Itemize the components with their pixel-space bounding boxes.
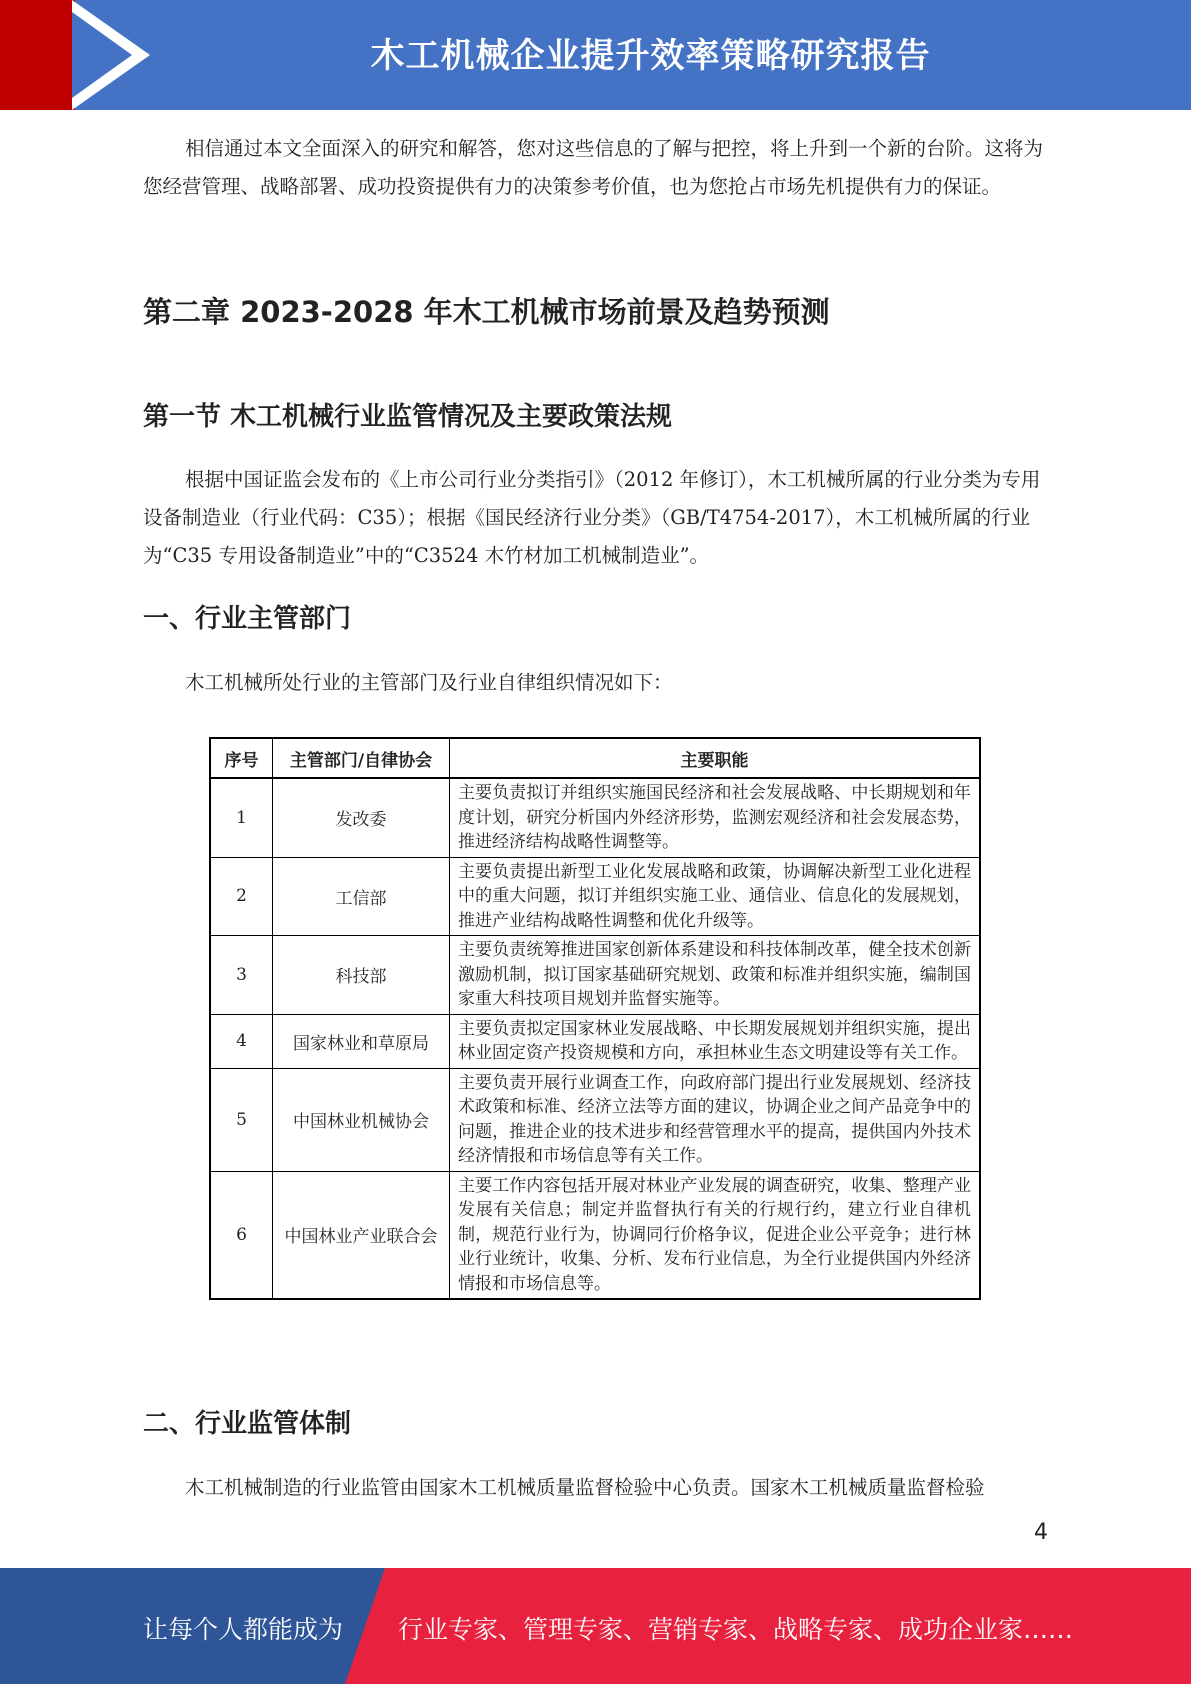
subsection-title-departments: 一、行业主管部门 [143,604,352,634]
page-footer [0,1568,1191,1684]
table-header-duties: 主要职能 [450,738,981,778]
row-number: 3 [210,936,273,1015]
row-department: 工信部 [273,857,450,936]
row-department: 发改委 [273,778,450,857]
row-number: 4 [210,1014,273,1068]
table-row [210,1171,980,1299]
header-blue-chevron-inner [72,12,132,98]
row-duty: 主要工作内容包括开展对林业产业发展的调查研究，收集、整理产业发展有关信息；制定并监督执行有关的行规行约，建立行业自律机制，规范行业行为，协调同行价格争议，促进企业公平竞争；进行林业行业统计，收集、分析、发布行业信息，为全行业提供国内外经济情报和市场信息等。 [450,1171,981,1299]
row-number: 5 [210,1068,273,1171]
row-duty: 主要负责统筹推进国家创新体系建设和科技体制改革，健全技术创新激励机制，拟订国家基础研究规划、政策和标准并组织实施，编制国家重大科技项目规划并监督实施等。 [450,936,981,1015]
table-row [210,778,980,857]
row-number: 6 [210,1171,273,1299]
subsection-paragraph-departments: 木工机械所处行业的主管部门及行业自律组织情况如下： [185,671,673,694]
row-number: 1 [210,778,273,857]
row-department: 中国林业机械协会 [273,1068,450,1171]
row-department: 国家林业和草原局 [273,1014,450,1068]
footer-slogan-right: 行业专家、管理专家、营销专家、战略专家、成功企业家…… [398,1615,1074,1644]
row-department: 科技部 [273,936,450,1015]
row-department: 中国林业产业联合会 [273,1171,450,1299]
section-title: 第一节 木工机械行业监管情况及主要政策法规 [143,402,673,432]
subsection-paragraph-regulation: 木工机械制造的行业监管由国家木工机械质量监督检验中心负责。国家木工机械质量监督检验 [185,1476,985,1499]
table-row [210,1068,980,1171]
row-number: 2 [210,857,273,936]
intro-paragraph: 相信通过本文全面深入的研究和解答，您对这些信息的了解与把控，将上升到一个新的台阶。这将为您经营管理、战略部署、成功投资提供有力的决策参考价值，也为您抢占市场先机提供有力的保证。 [143,137,1044,198]
row-duty: 主要负责拟订并组织实施国民经济和社会发展战略、中长期规划和年度计划，研究分析国内外经济形势，监测宏观经济和社会发展态势，推进经济结构战略性调整等。 [450,778,981,857]
chapter-title: 第二章 2023-2028 年木工机械市场前景及趋势预测 [143,295,830,329]
table-header-number: 序号 [210,738,273,778]
departments-table [209,737,981,1300]
page-header [0,0,1191,110]
section-paragraph: 根据中国证监会发布的《上市公司行业分类指引》（2012 年修订），木工机械所属的行业分类为专用设备制造业（行业代码：C35）；根据《国民经济行业分类》（GB/T4754-2017），木工机械所属的行业为“C35 专用设备制造业”中的“C3524 木竹材加工机械制造业”。 [143,468,1041,567]
table-row [210,857,980,936]
page-number: 4 [1034,1520,1048,1545]
table-row [210,1014,980,1068]
header-red-block [0,0,75,110]
subsection-title-regulation: 二、行业监管体制 [143,1409,352,1439]
table-header-row [210,738,980,778]
row-duty: 主要负责提出新型工业化发展战略和政策，协调解决新型工业化进程中的重大问题，拟订并组织实施工业、通信业、信息化的发展规划，推进产业结构战略性调整和优化升级等。 [450,857,981,936]
row-duty: 主要负责开展行业调查工作，向政府部门提出行业发展规划、经济技术政策和标准、经济立法等方面的建议，协调企业之间产品竞争中的问题，推进企业的技术进步和经营管理水平的提高，提供国内外技术经济情报和市场信息等有关工作。 [450,1068,981,1171]
table-row [210,936,980,1015]
table-header-department: 主管部门/自律协会 [273,738,450,778]
report-title: 木工机械企业提升效率策略研究报告 [370,36,931,76]
footer-slogan-left: 让每个人都能成为 [143,1615,344,1644]
footer-blue-slant [345,1568,385,1684]
row-duty: 主要负责拟定国家林业发展战略、中长期发展规划并组织实施，提出林业固定资产投资规模和方向，承担林业生态文明建设等有关工作。 [450,1014,981,1068]
